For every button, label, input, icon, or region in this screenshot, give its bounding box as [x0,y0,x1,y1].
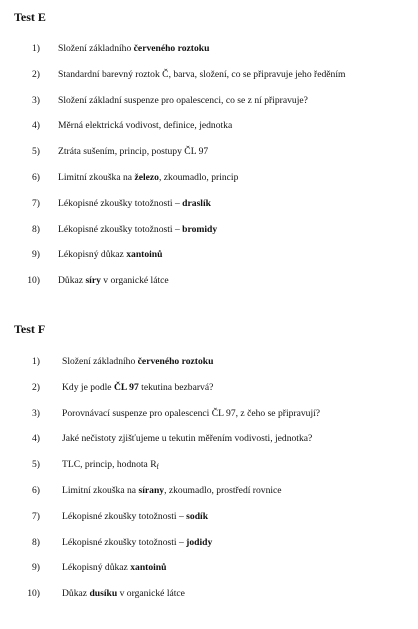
question-text [58,66,345,84]
question-item [0,40,418,58]
question-text [58,221,217,239]
question-number: 2) [32,68,40,80]
question-text [62,585,185,603]
question-item [0,92,418,110]
text-run: Složení základního [62,356,138,367]
question-number: 3) [32,94,40,106]
question-number: 8) [32,536,40,548]
text-run: Standardní barevný roztok Č, barva, složení, co se připravuje jeho ředěním [58,68,346,80]
question-item [0,534,418,552]
bold-term: ČL 97 [113,381,139,393]
question-item [0,405,418,423]
question-item [0,585,418,603]
subscript-text: f [156,463,159,472]
text-run: tekutina bezbarvá? [138,381,214,393]
section-heading-test-e: Test E [14,10,46,24]
question-number: 7) [32,510,40,522]
question-text [62,559,166,577]
question-number: 5) [32,459,40,471]
bold-term: železo [134,172,159,183]
question-text [58,169,238,187]
bold-term: xantoinů [130,562,167,574]
question-item [0,66,418,84]
bold-term: draslík [182,197,211,209]
question-text [58,40,209,58]
text-run: Ztráta sušením, princip, postupy ČL 97 [58,146,209,158]
text-run: Složení základní suspenze pro opalescenci, co se z ní připravuje? [58,94,308,106]
text-run: Lékopisné zkoušky totožnosti – [58,197,183,209]
bold-term: červeného roztoku [133,43,210,54]
question-text [62,534,212,552]
question-text [62,353,213,371]
text-run: Porovnávací suspenze pro opalescenci ČL 97, z čeho se připravují? [62,407,321,419]
question-text [62,456,159,474]
text-run: Složení základního [58,43,134,54]
text-run: Lékopisné zkoušky totožnosti – [62,510,187,522]
question-number: 6) [32,485,40,496]
bold-term: xantoinů [126,249,163,261]
question-item [0,379,418,397]
question-item [0,508,418,526]
question-number: 7) [32,197,40,209]
question-item [0,143,418,161]
question-text [58,195,211,213]
text-run: Měrná elektrická vodivost, definice, jednotka [58,120,233,132]
question-item [0,559,418,577]
question-item [0,195,418,213]
question-number: 1) [32,43,40,54]
question-number: 4) [32,120,40,132]
question-number: 10) [27,275,40,287]
question-item [0,221,418,239]
text-run: Lékopisné zkoušky totožnosti – [58,223,183,235]
question-item [0,482,418,500]
question-item [0,117,418,135]
text-run: Důkaz [58,275,86,287]
text-run: , zkoumadlo, princip [158,172,239,183]
question-number: 5) [32,146,40,158]
text-run: Jaké nečistoty zjišťujeme u tekutin měřením vodivosti, jednotka? [62,433,313,445]
text-run: Kdy je podle [62,381,114,393]
text-run: TLC, princip, hodnota R [62,459,157,471]
question-item [0,430,418,448]
question-item [0,272,418,290]
question-item [0,353,418,371]
question-text [62,405,320,423]
question-text [62,430,312,448]
question-number: 3) [32,407,40,419]
text-run: , zkoumadlo, prostředí rovnice [164,485,282,496]
text-run: Lékopisný důkaz [62,562,131,574]
text-run: Lékopisné zkoušky totožnosti – [62,536,187,548]
bold-term: bromidy [182,223,218,235]
question-text [58,246,162,264]
question-number: 9) [32,562,40,574]
question-item [0,246,418,264]
text-run: Lékopisný důkaz [58,249,127,261]
question-text [62,508,208,526]
bold-term: sírany [138,485,165,496]
question-number: 9) [32,249,40,261]
bold-term: dusíku [89,588,118,600]
text-run: v organické látce [117,588,185,600]
bold-term: síry [85,275,101,287]
bold-term: červeného roztoku [137,356,214,367]
question-item [0,456,418,474]
question-number: 4) [32,433,40,445]
question-number: 8) [32,223,40,235]
question-number: 6) [32,172,40,183]
bold-term: jodidy [186,536,213,548]
question-text [58,117,232,135]
question-item [0,169,418,187]
question-text [62,379,213,397]
section-heading-test-f: Test F [14,322,46,336]
text-run: Limitní zkouška na [62,485,139,496]
question-text [62,482,282,500]
text-run: v organické látce [100,275,169,287]
text-run: Limitní zkouška na [58,172,135,183]
question-text [58,272,169,290]
question-text [58,92,308,110]
question-number: 2) [32,381,40,393]
question-number: 10) [27,588,40,600]
question-number: 1) [32,356,40,367]
question-text [58,143,208,161]
text-run: Důkaz [62,588,90,600]
bold-term: sodík [186,510,209,522]
